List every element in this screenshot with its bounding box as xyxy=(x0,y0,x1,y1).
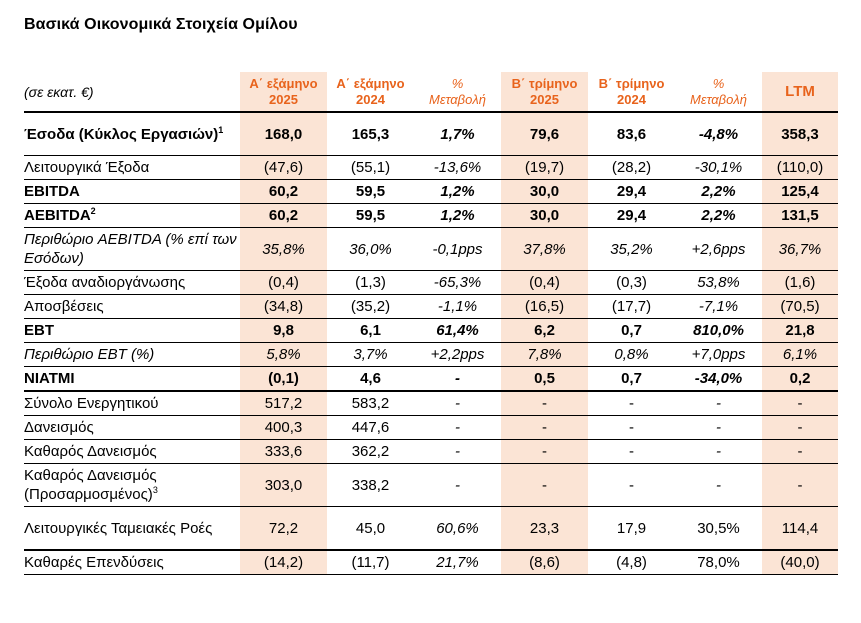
row-label-text: Λειτουργικά Έξοδα xyxy=(24,159,150,176)
table-cell: 36,0% xyxy=(327,228,414,271)
table-cell: 36,7% xyxy=(762,228,838,271)
table-cell: 21,7% xyxy=(414,550,501,575)
row-label-text: Περιθώριο EBT (%) xyxy=(24,346,155,363)
column-header xyxy=(675,72,762,112)
table-row xyxy=(24,343,838,367)
table-cell: 60,2 xyxy=(240,204,327,228)
table-cell: 6,2 xyxy=(501,319,588,343)
table-cell: 168,0 xyxy=(240,112,327,156)
row-label xyxy=(24,550,240,575)
row-label xyxy=(24,271,240,295)
table-cell: 29,4 xyxy=(588,180,675,204)
table-cell: -4,8% xyxy=(675,112,762,156)
column-header xyxy=(588,72,675,112)
column-header-line2: 2025 xyxy=(269,92,298,107)
column-header-line2: Μεταβολή xyxy=(429,92,486,107)
table-cell: - xyxy=(588,391,675,416)
table-cell: -34,0% xyxy=(675,367,762,392)
table-cell: (0,1) xyxy=(240,367,327,392)
table-cell: (110,0) xyxy=(762,156,838,180)
column-header xyxy=(414,72,501,112)
table-cell: - xyxy=(762,391,838,416)
table-cell: 35,2% xyxy=(588,228,675,271)
table-cell: - xyxy=(762,464,838,507)
row-label-text: Καθαρές Επενδύσεις xyxy=(24,554,164,571)
column-header-line2: Μεταβολή xyxy=(690,92,747,107)
table-cell: - xyxy=(414,416,501,440)
table-cell: 9,8 xyxy=(240,319,327,343)
row-label xyxy=(24,440,240,464)
row-label-text: Καθαρός Δανεισμός (Προσαρμοσμένος) xyxy=(24,467,157,503)
table-cell: 1,2% xyxy=(414,180,501,204)
table-cell: (35,2) xyxy=(327,295,414,319)
column-header-line1: Β΄ τρίμηνο xyxy=(511,76,578,91)
row-label-text: Περιθώριο AEBITDA (% επί των Εσόδων) xyxy=(24,231,237,267)
table-row xyxy=(24,180,838,204)
table-cell: 83,6 xyxy=(588,112,675,156)
table-cell: - xyxy=(675,440,762,464)
table-cell: 53,8% xyxy=(675,271,762,295)
table-cell: (14,2) xyxy=(240,550,327,575)
financial-table xyxy=(24,72,838,575)
table-cell: (4,8) xyxy=(588,550,675,575)
column-header xyxy=(501,72,588,112)
table-cell: -13,6% xyxy=(414,156,501,180)
table-cell: 60,6% xyxy=(414,507,501,551)
table-row xyxy=(24,507,838,551)
table-cell: 0,7 xyxy=(588,319,675,343)
row-label-text: EBITDA xyxy=(24,183,80,200)
column-header-line1: % xyxy=(712,76,725,91)
row-label xyxy=(24,295,240,319)
table-cell: (70,5) xyxy=(762,295,838,319)
table-cell: (16,5) xyxy=(501,295,588,319)
table-row xyxy=(24,228,838,271)
row-label-text: Έσοδα (Κύκλος Εργασιών) xyxy=(24,125,219,143)
table-cell: - xyxy=(762,440,838,464)
table-cell: 358,3 xyxy=(762,112,838,156)
table-row xyxy=(24,464,838,507)
table-cell: - xyxy=(414,367,501,392)
table-cell: 362,2 xyxy=(327,440,414,464)
column-header xyxy=(762,72,838,112)
table-row xyxy=(24,271,838,295)
row-label-text: Δανεισμός xyxy=(24,419,94,436)
column-header-line1: Α΄ εξάμηνο xyxy=(249,76,318,91)
table-cell: 517,2 xyxy=(240,391,327,416)
footnote-marker: 2 xyxy=(90,206,96,216)
table-cell: 125,4 xyxy=(762,180,838,204)
table-cell: 17,9 xyxy=(588,507,675,551)
table-row xyxy=(24,440,838,464)
table-cell: 2,2% xyxy=(675,204,762,228)
row-label xyxy=(24,156,240,180)
table-cell: - xyxy=(501,391,588,416)
table-cell: - xyxy=(588,464,675,507)
row-label-text: EBT xyxy=(24,322,54,339)
row-label xyxy=(24,367,240,392)
table-cell: - xyxy=(588,416,675,440)
row-label xyxy=(24,343,240,367)
table-cell: 1,7% xyxy=(414,112,501,156)
column-header-line2: 2024 xyxy=(617,92,646,107)
table-cell: 30,5% xyxy=(675,507,762,551)
table-cell: (11,7) xyxy=(327,550,414,575)
table-cell: - xyxy=(414,391,501,416)
row-label-text: NIATMI xyxy=(24,370,75,387)
column-header xyxy=(327,72,414,112)
table-row xyxy=(24,550,838,575)
table-row xyxy=(24,295,838,319)
column-header-line1: Β΄ τρίμηνο xyxy=(598,76,665,91)
table-cell: 0,7 xyxy=(588,367,675,392)
row-label xyxy=(24,180,240,204)
row-label xyxy=(24,319,240,343)
table-cell: - xyxy=(588,440,675,464)
table-cell: 30,0 xyxy=(501,204,588,228)
table-cell: 131,5 xyxy=(762,204,838,228)
row-label-text: AEBITDA xyxy=(24,207,91,224)
table-cell: - xyxy=(414,464,501,507)
table-cell: 23,3 xyxy=(501,507,588,551)
table-cell: 79,6 xyxy=(501,112,588,156)
column-header-line2: 2025 xyxy=(530,92,559,107)
table-row xyxy=(24,391,838,416)
table-cell: - xyxy=(675,416,762,440)
row-label-text: Λειτουργικές Ταμειακές Ροές xyxy=(24,519,213,537)
table-cell: (55,1) xyxy=(327,156,414,180)
row-label xyxy=(24,112,240,156)
row-label xyxy=(24,391,240,416)
table-cell: (34,8) xyxy=(240,295,327,319)
table-cell: 333,6 xyxy=(240,440,327,464)
table-cell: 5,8% xyxy=(240,343,327,367)
column-header xyxy=(240,72,327,112)
row-label-text: Σύνολο Ενεργητικού xyxy=(24,395,159,412)
table-cell: - xyxy=(762,416,838,440)
page-title: Βασικά Οικονομικά Στοιχεία Ομίλου xyxy=(24,16,298,33)
table-row xyxy=(24,204,838,228)
table-cell: 303,0 xyxy=(240,464,327,507)
table-cell: (1,3) xyxy=(327,271,414,295)
table-cell: (8,6) xyxy=(501,550,588,575)
table-cell: 447,6 xyxy=(327,416,414,440)
header-row xyxy=(24,72,838,112)
table-header xyxy=(24,72,838,112)
table-cell: -30,1% xyxy=(675,156,762,180)
unit-label: (σε εκατ. €) xyxy=(24,72,240,112)
row-label xyxy=(24,507,240,551)
table-cell: -1,1% xyxy=(414,295,501,319)
table-cell: 338,2 xyxy=(327,464,414,507)
column-header-line1: % xyxy=(451,76,464,91)
table-cell: 59,5 xyxy=(327,204,414,228)
table-cell: 165,3 xyxy=(327,112,414,156)
table-cell: 45,0 xyxy=(327,507,414,551)
table-row xyxy=(24,319,838,343)
table-cell: 6,1 xyxy=(327,319,414,343)
table-cell: (17,7) xyxy=(588,295,675,319)
table-cell: (40,0) xyxy=(762,550,838,575)
table-cell: (1,6) xyxy=(762,271,838,295)
table-body xyxy=(24,112,838,575)
footnote-marker: 1 xyxy=(218,124,224,135)
table-cell: 583,2 xyxy=(327,391,414,416)
table-cell: (19,7) xyxy=(501,156,588,180)
table-cell: 60,2 xyxy=(240,180,327,204)
table-cell: 1,2% xyxy=(414,204,501,228)
table-cell: 4,6 xyxy=(327,367,414,392)
table-cell: (28,2) xyxy=(588,156,675,180)
table-row xyxy=(24,416,838,440)
table-cell: 30,0 xyxy=(501,180,588,204)
table-cell: (0,4) xyxy=(240,271,327,295)
table-cell: - xyxy=(501,464,588,507)
table-cell: +2,6pps xyxy=(675,228,762,271)
table-cell: 72,2 xyxy=(240,507,327,551)
row-label xyxy=(24,464,240,507)
table-cell: - xyxy=(414,440,501,464)
table-cell: 3,7% xyxy=(327,343,414,367)
table-cell: 400,3 xyxy=(240,416,327,440)
table-cell: 61,4% xyxy=(414,319,501,343)
table-cell: (47,6) xyxy=(240,156,327,180)
table-cell: 29,4 xyxy=(588,204,675,228)
table-cell: 810,0% xyxy=(675,319,762,343)
table-cell: 59,5 xyxy=(327,180,414,204)
table-cell: -0,1pps xyxy=(414,228,501,271)
row-label xyxy=(24,416,240,440)
table-cell: - xyxy=(675,464,762,507)
table-cell: -65,3% xyxy=(414,271,501,295)
table-cell: 35,8% xyxy=(240,228,327,271)
footnote-marker: 3 xyxy=(152,485,158,495)
table-cell: 6,1% xyxy=(762,343,838,367)
column-header-line1: LTM xyxy=(785,83,815,100)
table-cell: 21,8 xyxy=(762,319,838,343)
table-cell: -7,1% xyxy=(675,295,762,319)
table-cell: 0,8% xyxy=(588,343,675,367)
table-cell: 2,2% xyxy=(675,180,762,204)
table-cell: (0,4) xyxy=(501,271,588,295)
table-row xyxy=(24,156,838,180)
column-header-line1: Α΄ εξάμηνο xyxy=(336,76,405,91)
table-cell: - xyxy=(675,391,762,416)
table-cell: 78,0% xyxy=(675,550,762,575)
table-row xyxy=(24,112,838,156)
table-row xyxy=(24,367,838,392)
table-cell: 37,8% xyxy=(501,228,588,271)
table-cell: +2,2pps xyxy=(414,343,501,367)
table-cell: 7,8% xyxy=(501,343,588,367)
row-label xyxy=(24,228,240,271)
row-label-text: Έξοδα αναδιοργάνωσης xyxy=(24,274,186,291)
table-cell: - xyxy=(501,416,588,440)
row-label-text: Καθαρός Δανεισμός xyxy=(24,443,157,460)
row-label-text: Αποσβέσεις xyxy=(24,298,104,315)
column-header-line2: 2024 xyxy=(356,92,385,107)
table-cell: - xyxy=(501,440,588,464)
table-cell: +7,0pps xyxy=(675,343,762,367)
table-cell: 114,4 xyxy=(762,507,838,551)
table-cell: (0,3) xyxy=(588,271,675,295)
table-cell: 0,2 xyxy=(762,367,838,392)
row-label xyxy=(24,204,240,228)
table-cell: 0,5 xyxy=(501,367,588,392)
